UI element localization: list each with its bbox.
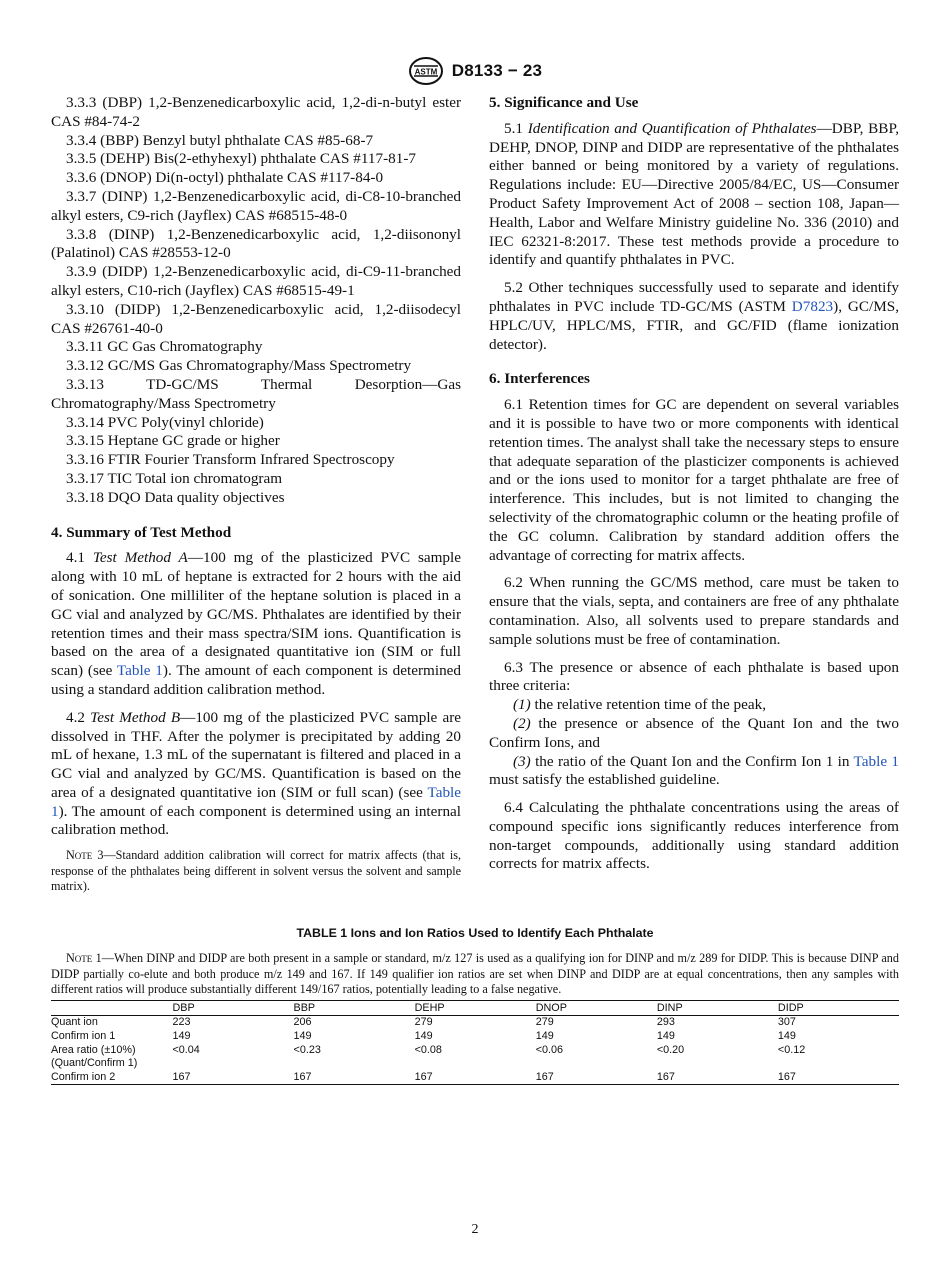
table-cell: 223 [172,1016,191,1029]
table-1-link[interactable]: Table 1 [853,752,900,770]
paragraph-4-2-text: —100 mg of the plasticized PVC sample are dissolved in THF. After the polymer is precipitated by adding 20 mL of hexane, 1.3 mL of the supernatant is filtered and placed in a GC vial and analyzed by GC/MS. Quantification is based on the area of a designated quantitative ion (SIM or full scan) (see [51,708,462,801]
criterion-3-text-end: must satisfy the established guideline. [489,771,720,789]
note-1-text: —When DINP and DIDP are both present in a sample or standard, m/z 127 is used as a qualifying ion for DINP and m/z 289 for DIDP. This is because DINP and DIDP partially co-elute and both produce m/z 149 and 167. If 149 qualifier ion ratios are set when DINP and DIDP are at equal concentrations, then any samples with different ratios will produce substantially different 149/167 ratios, potentially leading to a false negative. [51,951,899,997]
criterion-1-number: (1) [513,696,531,714]
table-cell: 149 [777,1029,796,1042]
table-cell [172,1057,293,1071]
note-1-label: Note 1 [66,951,102,965]
table-header-row [51,1000,899,1016]
table-cell: Confirm ion 2 [51,1070,116,1083]
table-header-cell [51,1000,172,1016]
definition-3-3-7: 3.3.7 (DINP) 1,2-Benzenedicarboxylic acid, di-C8-10-branched alkyl esters, C9-rich (Jayflex) CAS #68515-48-0 [51,187,461,224]
ion-ratio-table [51,1000,899,1086]
table-cell: 167 [535,1070,554,1083]
table-row [51,1030,899,1044]
paragraph-4-1-text-end: ). The amount of each component is determined using a standard addition calibration method. [51,662,461,698]
paragraph-5-2-text-end: ), GC/MS, HPLC/UV, HPLC/MS, FTIR, and GC/FID (flame ionization detector). [489,297,899,353]
paragraph-4-1 [51,549,461,699]
table-cell: <0.12 [777,1043,806,1056]
paragraph-4-2 [51,709,461,841]
table-cell: 149 [172,1029,191,1042]
table-cell: 167 [656,1070,675,1083]
paragraph-6-4: 6.4 Calculating the phthalate concentrations using the areas of compound specific ions significantly reduces interference from non-target compounds, additionally using standard addition corrects for matrix affects. [489,799,899,873]
criterion-3-text: the ratio of the Quant Ion and the Confirm Ion 1 in [530,752,854,770]
table-cell: <0.20 [656,1043,685,1056]
table-1-note [51,951,899,998]
table-cell: 279 [414,1016,433,1029]
table-cell [294,1057,415,1071]
table-1-section [51,926,899,1085]
table-cell: <0.08 [414,1043,442,1056]
paragraph-5-1-title: Identification and Quantification of Phthalates [527,119,817,137]
table-cell: 167 [414,1070,433,1083]
definition-3-3-8: 3.3.8 (DINP) 1,2-Benzenedicarboxylic acid, 1,2-diisononyl (Palatinol) CAS #28553-12-0 [51,225,461,262]
table-cell: 149 [293,1029,312,1042]
right-column [489,94,899,874]
table-cell: <0.23 [293,1043,321,1056]
table-header-cell: DNOP [535,1001,567,1014]
definition-3-3-18: 3.3.18 DQO Data quality objectives [66,488,285,506]
section-5-heading: 5. Significance and Use [489,94,639,111]
table-row [51,1071,899,1085]
astm-logo [408,56,444,86]
paragraph-6-2: 6.2 When running the GC/MS method, care must be taken to ensure that the vials, septa, and containers are free of any phthalate contamination. Also, all solvents used to prepare standards and sample solutions must be free of contamination. [489,574,899,648]
table-cell [657,1057,778,1071]
paragraph-5-2 [489,279,899,354]
definition-3-3-5: 3.3.5 (DEHP) Bis(2-ethyhexyl) phthalate CAS #117-81-7 [66,150,416,168]
table-cell: 279 [535,1016,554,1029]
note-3 [51,848,461,894]
svg-text:ASTM: ASTM [414,67,438,77]
section-6-heading: 6. Interferences [489,370,590,388]
table-cell: 167 [172,1070,191,1083]
paragraph-4-2-number: 4.2 [66,708,85,726]
definition-3-3-16: 3.3.16 FTIR Fourier Transform Infrared Spectroscopy [66,451,395,469]
paragraph-5-1-text: —DBP, BBP, DEHP, DNOP, DINP and DIDP are representative of the phthalates either banned or being monitored by a variety of regulations. Regulations include: EU—Directive 2005/84/EC, US—Consumer Product Safety Improvement Act of 2008 – section 108, Japan—Health, Labor and Welfare Ministry guideline No. 336 (2010) and IEC 62321-8:2017. These test methods provide a procedure to identify and quantify phthalates in PVC. [489,119,899,269]
table-cell: 307 [777,1016,796,1029]
table-cell: 149 [656,1029,675,1042]
definition-3-3-9: 3.3.9 (DIDP) 1,2-Benzenedicarboxylic acid, di-C9-11-branched alkyl esters, C10-rich (Jayflex) CAS #68515-49-1 [51,263,461,299]
table-cell: Quant ion [51,1016,98,1029]
test-method-a-title: Test Method A [92,549,188,567]
table-header-cell: BBP [293,1001,316,1014]
document-id: D8133 − 23 [451,61,543,80]
paragraph-4-2-text-end: ). The amount of each component is determined using an internal calibration method. [51,802,461,839]
definition-3-3-10: 3.3.10 (DIDP) 1,2-Benzenedicarboxylic acid, 1,2-diisodecyl CAS #26761-40-0 [51,300,461,337]
paragraph-6-1: 6.1 Retention times for GC are dependent on several variables and it is possible to have two or more components with identical retention times. The analyst shall take the necessary steps to ensure that adequate separation of the plasticizer components is achieved and or the ions used to monitor for a target phthalate are free of interference. This includes, but is not limited to changing the selectivity of the chromatographic column or the heating profile of the GC column. Calibration by standard addition offers the advantage of correcting for matrix affects. [489,396,899,564]
table-cell [536,1057,657,1071]
definition-3-3-14: 3.3.14 PVC Poly(vinyl chloride) [66,413,264,431]
table-cell: <0.04 [172,1043,200,1056]
table-cell: Confirm ion 1 [51,1029,116,1042]
criterion-3-number: (3) [513,752,531,770]
table-header-cell: DINP [656,1001,683,1014]
table-cell: 149 [414,1029,433,1042]
table-cell: <0.06 [535,1043,564,1056]
criterion-2 [489,715,899,753]
table-row [51,1044,899,1058]
paragraph-6-3: 6.3 The presence or absence of each phthalate is based upon three criteria: [489,658,899,695]
definition-3-3-3: 3.3.3 (DBP) 1,2-Benzenedicarboxylic acid, 1,2-di-n-butyl ester CAS #84-74-2 [51,94,461,130]
table-1-link[interactable]: Table 1 [116,662,163,680]
table-cell: 206 [293,1016,312,1029]
definition-3-3-4: 3.3.4 (BBP) Benzyl butyl phthalate CAS #85-68-7 [66,131,374,149]
left-column [51,94,461,894]
table-cell: 167 [777,1070,796,1083]
table-cell: Area ratio (±10%) [51,1043,136,1056]
table-header-cell: DBP [172,1001,195,1014]
d7823-link[interactable]: D7823 [791,297,834,315]
definition-3-3-15: 3.3.15 Heptane GC grade or higher [66,432,280,450]
table-header-cell: DIDP [777,1001,804,1014]
section-4-heading: 4. Summary of Test Method [51,523,232,541]
note-3-label: Note 3 [66,848,104,863]
test-method-b-title: Test Method B [90,708,181,726]
definition-3-3-12: 3.3.12 GC/MS Gas Chromatography/Mass Spectrometry [66,357,412,375]
table-cell: 167 [293,1070,312,1083]
paragraph-4-1-text: —100 mg of the plasticized PVC sample along with 10 mL of heptane is extracted for 2 hours with the aid of sonication. One milliliter of the heptane solution is placed in a GC vial and analyzed by GC/MS. Phthalates are identified by their retention times and their mass spectra/SIM ions. Quantification is based on the area of a designated quantitative ion (SIM or full scan) (see [51,549,461,680]
table-row [51,1057,899,1071]
criterion-1-text: the relative retention time of the peak, [530,696,767,714]
note-3-text: —Standard addition calibration will correct for matrix affects (that is, response of the phthalates being different in solvent versus the solvent and sample matrix). [51,848,461,893]
table-1-title: TABLE 1 Ions and Ion Ratios Used to Identify Each Phthalate [296,926,654,940]
table-row [51,1016,899,1030]
table-cell: 293 [656,1016,675,1029]
criterion-3 [489,753,899,791]
table-cell [415,1057,536,1071]
paragraph-5-1 [489,120,899,270]
table-cell: (Quant/Confirm 1) [51,1057,138,1070]
definition-3-3-6: 3.3.6 (DNOP) Di(n-octyl) phthalate CAS #117-84-0 [66,169,384,187]
criterion-1 [489,696,899,715]
definition-3-3-13: 3.3.13 TD-GC/MS Thermal Desorption—Gas Chromatography/Mass Spectrometry [51,375,461,412]
page-number: 2 [471,1222,479,1237]
page-header [0,56,950,86]
paragraph-4-1-number: 4.1 [66,549,85,567]
table-1-link[interactable]: Table 1 [51,783,461,820]
table-cell: 149 [535,1029,554,1042]
definition-3-3-17: 3.3.17 TIC Total ion chromatogram [66,469,283,487]
criterion-2-text: the presence or absence of the Quant Ion and the two Confirm Ions, and [489,714,899,751]
criterion-2-number: (2) [513,714,531,732]
paragraph-5-1-number: 5.1 [504,119,523,137]
definition-3-3-11: 3.3.11 GC Gas Chromatography [66,338,263,356]
table-header-cell: DEHP [414,1001,445,1014]
paragraph-5-2-text: 5.2 Other techniques successfully used to separate and identify phthalates in PVC include TD-GC/MS (ASTM [489,279,899,315]
table-cell [778,1057,899,1071]
